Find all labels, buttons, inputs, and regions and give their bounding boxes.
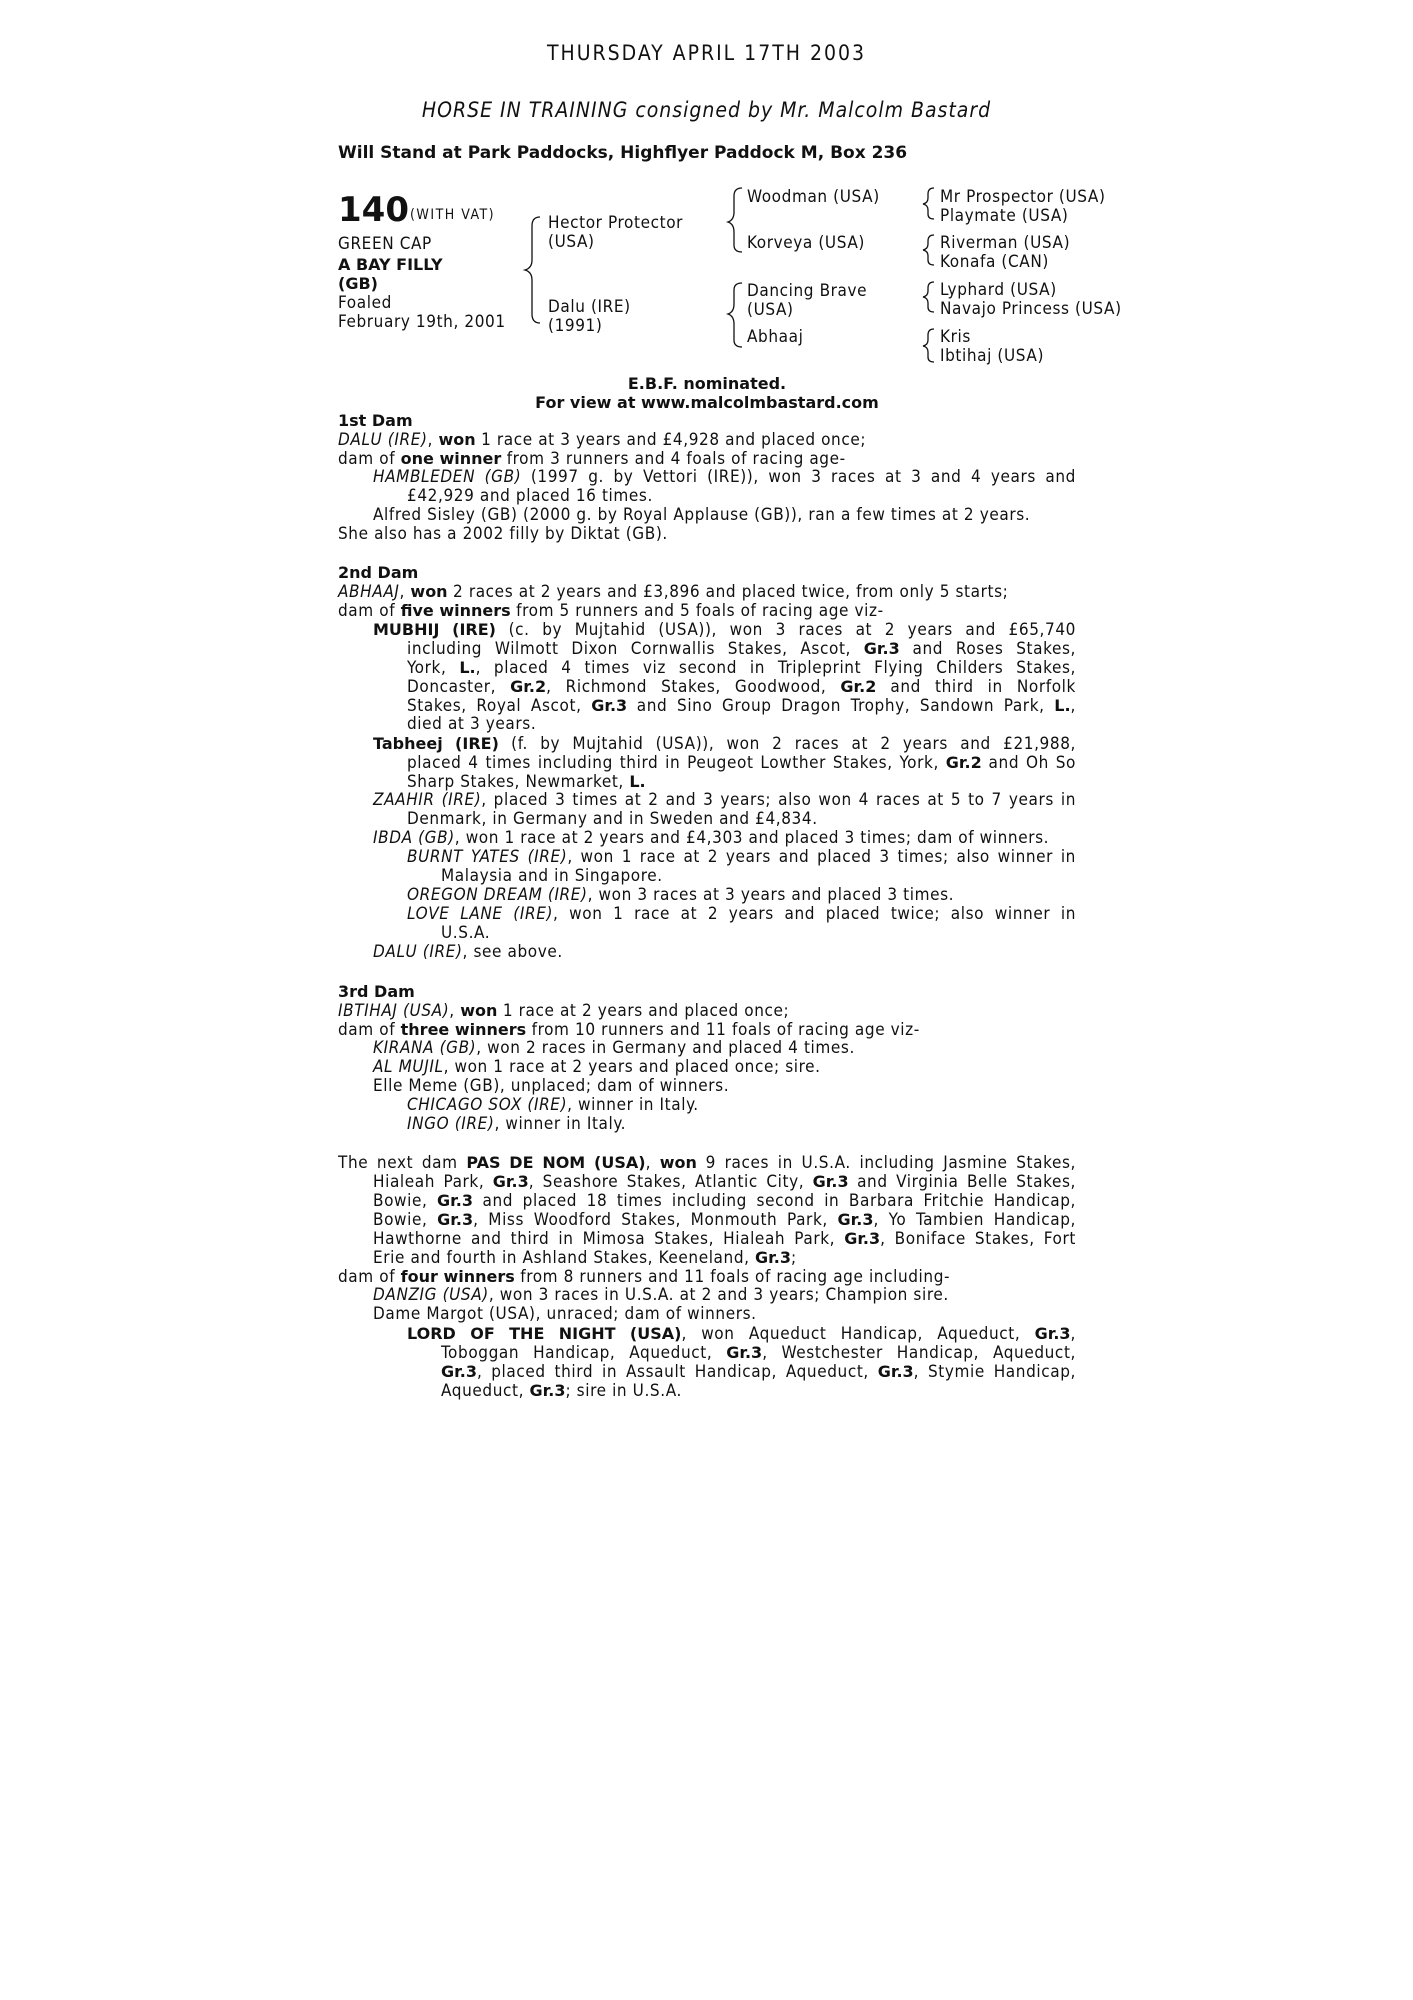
text-run: dam of <box>338 1267 401 1287</box>
sire-sire: Woodman (USA) <box>747 187 880 207</box>
dam-sire-country: (USA) <box>747 300 794 320</box>
record-line <box>407 1096 699 1115</box>
text-run: died at 3 years. <box>407 714 537 734</box>
record-line <box>373 1172 1076 1192</box>
record-line <box>373 1077 729 1096</box>
italic-name: IBDA (GB) <box>373 828 455 848</box>
record-line <box>373 943 563 962</box>
view-note: For view at www.malcolmbastard.com <box>535 393 879 412</box>
bold-text: three winners <box>400 1020 527 1039</box>
italic-name: INGO (IRE) <box>407 1114 495 1134</box>
bold-text: Gr.3 <box>1034 1324 1071 1343</box>
ebf-note: E.B.F. nominated. <box>627 374 787 393</box>
record-line <box>338 1001 789 1021</box>
text-run: and placed 18 times including second in Barbara Fritchie Handicap, <box>472 1191 1076 1211</box>
bold-text: Gr.3 <box>437 1191 473 1210</box>
text-run: , won 1 race at 2 years and £4,303 and placed 3 times; dam of winners. <box>454 828 1050 848</box>
bold-text: five winners <box>400 601 511 620</box>
bold-text: Gr.2 <box>945 753 982 772</box>
bold-text: L. <box>1054 696 1071 715</box>
vat-note: (WITH VAT) <box>410 207 496 223</box>
record-line <box>373 1191 1076 1211</box>
text-run: Bowie, <box>373 1191 438 1211</box>
record-line <box>441 1381 682 1401</box>
bold-text: won <box>438 430 476 449</box>
record-line <box>373 1305 757 1324</box>
record-line <box>373 468 1076 487</box>
text-run: , won 3 races in U.S.A. at 2 and 3 years; Champion sire. <box>488 1285 949 1305</box>
text-run: , <box>1070 696 1076 716</box>
text-run: 2 races at 2 years and £3,896 and placed twice, from only 5 starts; <box>447 582 1009 602</box>
text-run: 9 races in U.S.A. including Jasmine Stakes, <box>696 1153 1076 1173</box>
text-run: , placed third in Assault Handicap, Aqueduct, <box>476 1362 878 1382</box>
record-line <box>407 677 1076 697</box>
bold-text: L. <box>629 772 646 791</box>
record-line <box>407 1115 626 1134</box>
text-run: She also has a 2002 filly by Diktat (GB). <box>338 524 668 544</box>
text-run: , winner in Italy. <box>567 1095 699 1115</box>
italic-name: HAMBLEDEN (GB) <box>373 467 522 487</box>
text-run: dam of <box>338 449 401 469</box>
record-line <box>338 1020 920 1040</box>
record-line <box>338 601 884 621</box>
bold-text: Gr.3 <box>441 1362 477 1381</box>
record-line <box>441 924 490 943</box>
foaled-label: Foaled <box>338 293 392 313</box>
ped-sdd: Konafa (CAN) <box>940 252 1049 272</box>
ped-dss: Lyphard (USA) <box>940 280 1057 300</box>
text-run: , won 1 race at 2 years and placed 3 times; also winner in <box>567 847 1076 867</box>
ped-dsd: Navajo Princess (USA) <box>940 299 1122 319</box>
section-heading: 3rd Dam <box>338 982 415 1001</box>
bold-text: one winner <box>400 449 502 468</box>
text-run: Toboggan Handicap, Aqueduct, <box>441 1343 727 1363</box>
record-line <box>373 734 1076 754</box>
italic-name: LOVE LANE (IRE) <box>407 904 554 924</box>
text-run: Aqueduct, <box>441 1381 530 1401</box>
italic-name: CHICAGO SOX (IRE) <box>407 1095 568 1115</box>
text-run: from 3 runners and 4 foals of racing age- <box>501 449 846 469</box>
text-run: , placed 4 times viz second in Tripleprint Flying Childers Stakes, <box>475 658 1077 678</box>
text-run: and third in Norfolk <box>876 677 1076 697</box>
text-run: (f. by Mujtahid (USA)), won 2 races at 2 years and £21,988, <box>498 734 1076 754</box>
record-line <box>373 1058 821 1077</box>
text-run: (1997 g. by Vettori (IRE)), won 3 races at 3 and 4 years and <box>521 467 1076 487</box>
italic-name: BURNT YATES (IRE) <box>407 847 568 867</box>
sire-country: (USA) <box>548 232 595 252</box>
lot-origin: (GB) <box>338 274 378 293</box>
record-line <box>441 1362 1076 1382</box>
record-line <box>407 1324 1076 1344</box>
text-run: and Roses Stakes, <box>899 639 1077 659</box>
record-line <box>373 1229 1076 1249</box>
sire-name: Hector Protector <box>548 213 684 233</box>
bold-text: Gr.3 <box>755 1248 791 1267</box>
lot-description: A BAY FILLY <box>338 255 443 274</box>
text-run: , won 1 race at 2 years and placed once; sire. <box>443 1057 821 1077</box>
italic-name: IBTIHAJ (USA) <box>338 1001 450 1021</box>
text-run: , won 2 races in Germany and placed 4 times. <box>476 1038 855 1058</box>
text-run: dam of <box>338 1020 401 1040</box>
record-line <box>338 449 846 469</box>
text-run: , Yo Tambien Handicap, <box>873 1210 1076 1230</box>
bold-text: won <box>410 582 448 601</box>
section-heading: 1st Dam <box>338 411 413 430</box>
record-line <box>373 791 1076 810</box>
text-run: , Westchester Handicap, Aqueduct, <box>762 1343 1076 1363</box>
cap-colour: GREEN CAP <box>338 234 432 254</box>
bold-text: Gr.3 <box>863 639 900 658</box>
italic-name: AL MUJIL <box>373 1057 444 1077</box>
text-run: from 8 runners and 11 foals of racing age including- <box>514 1267 951 1287</box>
bold-text: Gr.3 <box>529 1381 566 1400</box>
text-run: Elle Meme (GB), unplaced; dam of winners. <box>373 1076 730 1096</box>
dam-dam: Abhaaj <box>747 327 804 347</box>
record-line <box>373 620 1076 640</box>
text-run: 1 race at 3 years and £4,928 and placed once; <box>475 430 867 450</box>
text-run: , won 3 races at 3 years and placed 3 times. <box>587 885 955 905</box>
foaled-date: February 19th, 2001 <box>338 312 506 332</box>
text-run: , winner in Italy. <box>494 1114 627 1134</box>
dam-year: (1991) <box>548 316 603 336</box>
text-run: 1 race at 2 years and placed once; <box>497 1001 790 1021</box>
italic-name: DALU (IRE) <box>373 942 463 962</box>
bold-text: Gr.3 <box>437 1210 474 1229</box>
text-run: The next dam <box>338 1153 467 1173</box>
text-run: , see above. <box>462 942 563 962</box>
bold-text: four winners <box>400 1267 515 1286</box>
text-run: ; <box>791 1248 797 1268</box>
record-line <box>373 1286 949 1305</box>
record-line <box>407 715 536 734</box>
ped-sds: Riverman (USA) <box>940 233 1071 253</box>
record-line <box>407 487 653 506</box>
bold-text: PAS DE NOM (USA) <box>466 1153 646 1172</box>
italic-name: ZAAHIR (IRE) <box>373 790 482 810</box>
record-line <box>338 1153 1076 1173</box>
record-line <box>407 905 1076 924</box>
record-line <box>407 848 1076 867</box>
text-run: , <box>1070 1324 1076 1344</box>
bold-text: won <box>659 1153 697 1172</box>
record-line <box>407 810 818 829</box>
text-run: Bowie, <box>373 1210 438 1230</box>
text-run: from 10 runners and 11 foals of racing age viz- <box>526 1020 920 1040</box>
text-run: and Virginia Belle Stakes, <box>848 1172 1076 1192</box>
italic-name: OREGON DREAM (IRE) <box>407 885 588 905</box>
ped-sss: Mr Prospector (USA) <box>940 187 1106 207</box>
text-run: and Oh So <box>981 753 1076 773</box>
text-run: Sharp Stakes, Newmarket, <box>407 772 630 792</box>
text-run: , Seashore Stakes, Atlantic City, <box>528 1172 813 1192</box>
ped-dds: Kris <box>940 327 971 347</box>
bold-text: Tabheej (IRE) <box>373 734 499 753</box>
bold-text: Gr.3 <box>844 1229 881 1248</box>
record-line <box>373 829 1049 848</box>
text-run: Alfred Sisley (GB) (2000 g. by Royal Applause (GB)), ran a few times at 2 years. <box>373 505 1031 525</box>
record-line <box>338 1267 950 1287</box>
section-heading: 2nd Dam <box>338 563 419 582</box>
bold-text: Gr.3 <box>877 1362 914 1381</box>
text-run: , <box>427 430 439 450</box>
text-run: £42,929 and placed 16 times. <box>407 486 653 506</box>
text-run: U.S.A. <box>441 923 491 943</box>
text-run: placed 4 times including third in Peugeot Lowther Stakes, York, <box>407 753 946 773</box>
bold-text: Gr.3 <box>591 696 628 715</box>
record-line <box>373 506 1030 525</box>
sire-dam: Korveya (USA) <box>747 233 865 253</box>
text-run: Denmark, in Germany and in Sweden and £4,834. <box>407 809 818 829</box>
bold-text: Gr.3 <box>812 1172 849 1191</box>
text-run: Erie and fourth in Ashland Stakes, Keeneland, <box>373 1248 756 1268</box>
text-run: Malaysia and in Singapore. <box>441 866 663 886</box>
text-run: , Miss Woodford Stakes, Monmouth Park, <box>473 1210 838 1230</box>
ped-ddd: Ibtihaj (USA) <box>940 346 1045 366</box>
text-run: , <box>645 1153 660 1173</box>
text-run: and Sino Group Dragon Trophy, Sandown Park, <box>627 696 1055 716</box>
text-run: (c. by Mujtahid (USA)), won 3 races at 2 years and £65,740 <box>495 620 1076 640</box>
record-line <box>441 867 663 886</box>
text-run: including Wilmott Dixon Cornwallis Stakes, Ascot, <box>407 639 864 659</box>
record-line <box>407 772 646 792</box>
text-run: , Richmond Stakes, Goodwood, <box>546 677 841 697</box>
text-run: , <box>399 582 411 602</box>
text-run: Hawthorne and third in Mimosa Stakes, Hialeah Park, <box>373 1229 845 1249</box>
record-line <box>407 696 1076 716</box>
dam-sire-name: Dancing Brave <box>747 281 868 301</box>
record-line <box>338 525 668 544</box>
lot-number: 140 <box>338 190 409 230</box>
ped-ssd: Playmate (USA) <box>940 206 1069 226</box>
text-run: , Boniface Stakes, Fort <box>880 1229 1076 1249</box>
consignor-line: HORSE IN TRAINING consigned by Mr. Malcolm Bastard <box>421 98 992 122</box>
record-line <box>441 1343 1076 1363</box>
record-line <box>407 886 954 905</box>
italic-name: KIRANA (GB) <box>373 1038 477 1058</box>
bold-text: won <box>460 1001 498 1020</box>
record-line <box>338 582 1008 602</box>
text-run: , Stymie Handicap, <box>913 1362 1076 1382</box>
text-run: Hialeah Park, <box>373 1172 493 1192</box>
text-run: York, <box>407 658 460 678</box>
italic-name: ABHAAJ <box>338 582 400 602</box>
text-run: Stakes, Royal Ascot, <box>407 696 592 716</box>
bold-text: LORD OF THE NIGHT (USA) <box>407 1324 682 1343</box>
text-run: from 5 runners and 5 foals of racing age viz- <box>510 601 884 621</box>
record-line <box>373 1210 1076 1230</box>
bold-text: Gr.2 <box>510 677 547 696</box>
text-run: , <box>449 1001 461 1021</box>
bold-text: Gr.3 <box>837 1210 874 1229</box>
record-line <box>407 639 1076 659</box>
bold-text: Gr.3 <box>726 1343 763 1362</box>
text-run: , placed 3 times at 2 and 3 years; also won 4 races at 5 to 7 years in <box>481 790 1076 810</box>
text-run: Dame Margot (USA), unraced; dam of winners. <box>373 1304 757 1324</box>
bold-text: L. <box>459 658 476 677</box>
sale-date: THURSDAY APRIL 17TH 2003 <box>546 41 867 65</box>
stand-location: Will Stand at Park Paddocks, Highflyer Paddock M, Box 236 <box>338 143 908 163</box>
record-line <box>373 1039 855 1058</box>
record-line <box>373 1248 797 1268</box>
italic-name: DANZIG (USA) <box>373 1285 489 1305</box>
text-run: Doncaster, <box>407 677 511 697</box>
pedigree-braces <box>0 0 1413 400</box>
bold-text: Gr.2 <box>840 677 877 696</box>
bold-text: Gr.3 <box>492 1172 529 1191</box>
bold-text: MUBHIJ (IRE) <box>373 620 496 639</box>
record-line <box>407 658 1076 678</box>
dam-name: Dalu (IRE) <box>548 297 631 317</box>
text-run: , won 1 race at 2 years and placed twice; also winner in <box>553 904 1076 924</box>
text-run: dam of <box>338 601 401 621</box>
record-line <box>407 753 1076 773</box>
record-line <box>338 430 866 450</box>
text-run: ; sire in U.S.A. <box>565 1381 682 1401</box>
italic-name: DALU (IRE) <box>338 430 428 450</box>
text-run: , won Aqueduct Handicap, Aqueduct, <box>681 1324 1035 1344</box>
